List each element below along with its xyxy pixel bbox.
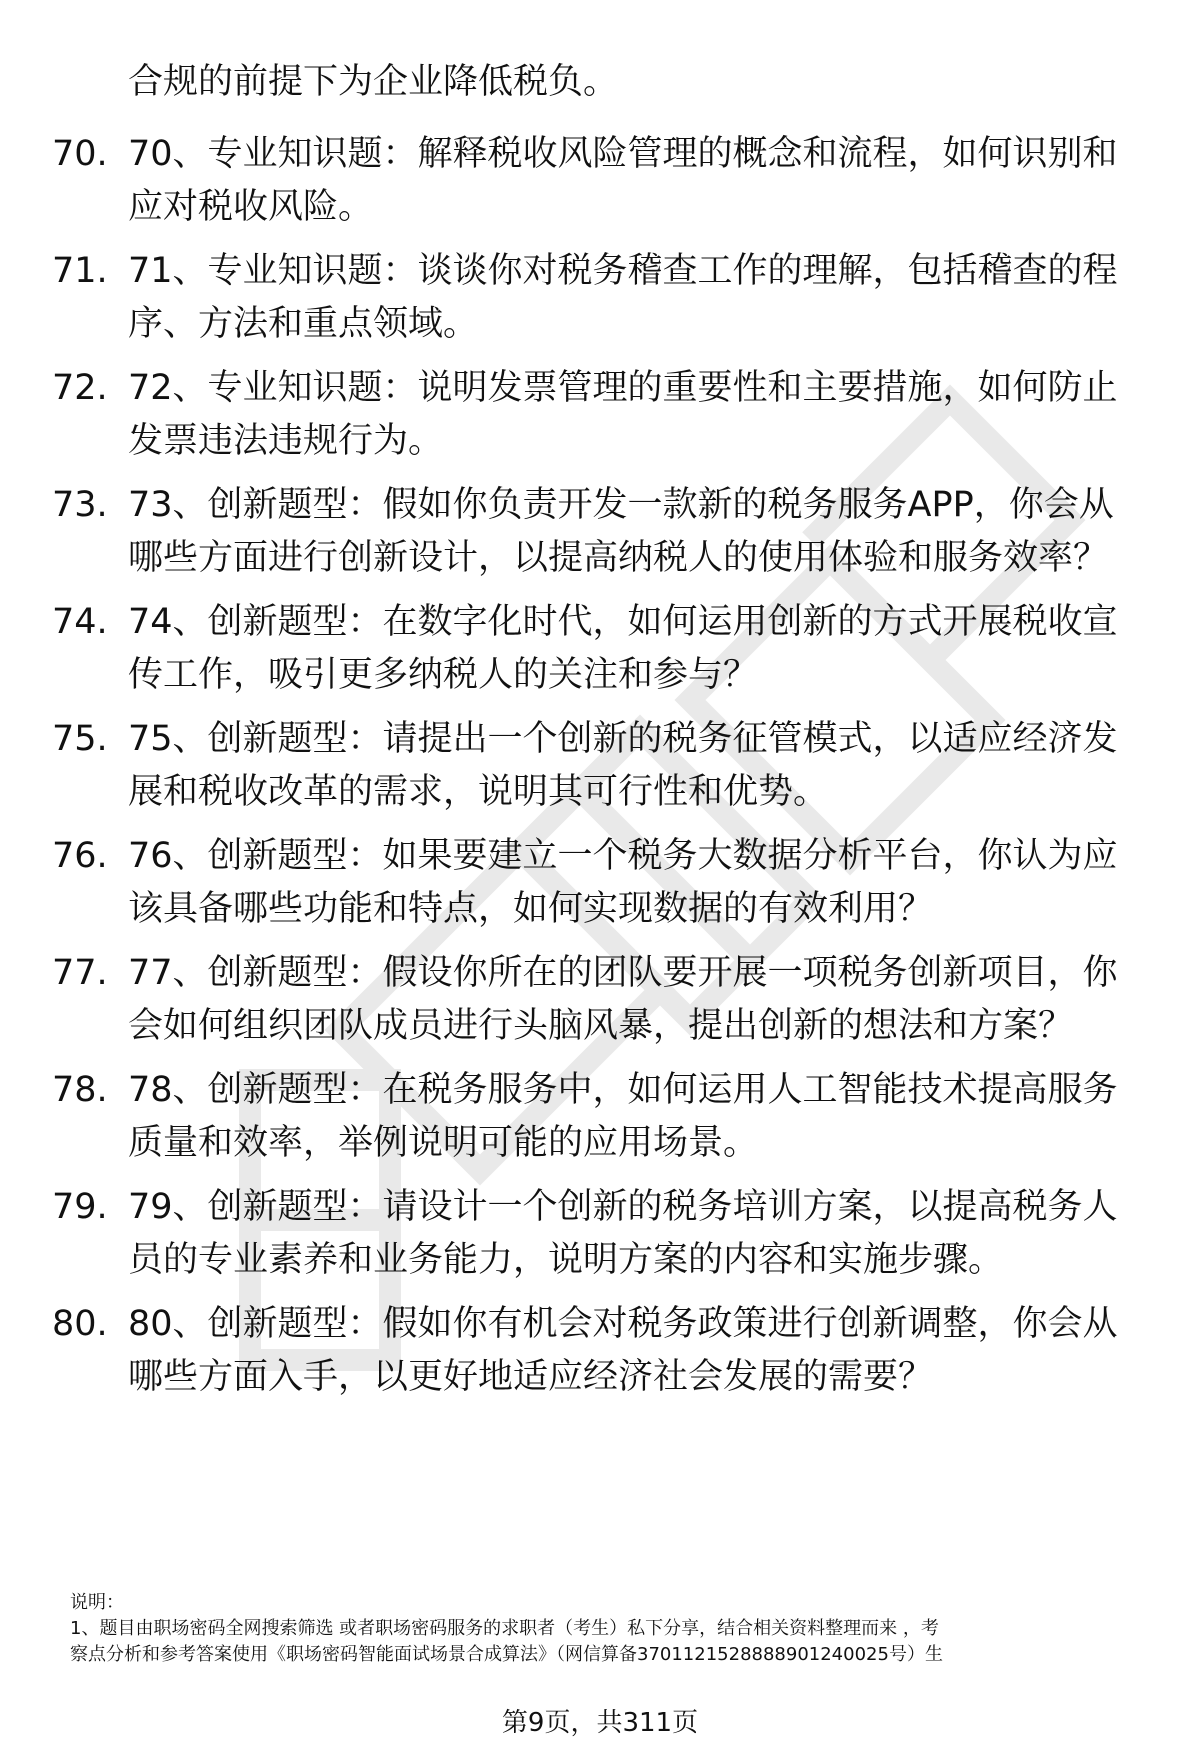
list-item bbox=[0, 364, 1200, 464]
item-text-line-1: 70、专业知识题：解释税收风险管理的概念和流程，如何识别和 bbox=[128, 134, 1118, 174]
continuation-text: 合规的前提下为企业降低税负。 bbox=[128, 62, 619, 102]
item-number: 76. bbox=[52, 836, 108, 876]
list-item bbox=[0, 130, 1200, 230]
list-item bbox=[0, 481, 1200, 581]
item-text-line-1: 76、创新题型：如果要建立一个税务大数据分析平台，你认为应 bbox=[128, 836, 1118, 876]
list-item bbox=[0, 598, 1200, 698]
notes-section bbox=[70, 1590, 1160, 1668]
list-item bbox=[0, 1300, 1200, 1400]
notes-heading: 说明： bbox=[70, 1592, 124, 1613]
item-text-line-2: 员的专业素养和业务能力，说明方案的内容和实施步骤。 bbox=[128, 1240, 1004, 1280]
item-text-line-1: 79、创新题型：请设计一个创新的税务培训方案，以提高税务人 bbox=[128, 1187, 1118, 1227]
list-item bbox=[0, 832, 1200, 932]
item-text-line-2: 该具备哪些功能和特点，如何实现数据的有效利用？ bbox=[128, 889, 934, 929]
item-number: 80. bbox=[52, 1304, 108, 1344]
item-number: 77. bbox=[52, 953, 108, 993]
item-text-line-1: 78、创新题型：在税务服务中，如何运用人工智能技术提高服务 bbox=[128, 1070, 1118, 1110]
item-text-line-1: 72、专业知识题：说明发票管理的重要性和主要措施，如何防止 bbox=[128, 368, 1118, 408]
item-text-line-2: 会如何组织团队成员进行头脑风暴，提出创新的想法和方案？ bbox=[128, 1006, 1074, 1046]
item-number: 74. bbox=[52, 602, 108, 642]
item-text-line-2: 序、方法和重点领域。 bbox=[128, 304, 479, 344]
item-text-line-2: 哪些方面进行创新设计，以提高纳税人的使用体验和服务效率？ bbox=[128, 538, 1109, 578]
list-item bbox=[0, 1066, 1200, 1166]
item-text-line-2: 应对税收风险。 bbox=[128, 187, 374, 227]
item-text-line-2: 哪些方面入手，以更好地适应经济社会发展的需要？ bbox=[128, 1357, 934, 1397]
item-number: 79. bbox=[52, 1187, 108, 1227]
list-item bbox=[0, 715, 1200, 815]
item-text-line-2: 展和税收改革的需求，说明其可行性和优势。 bbox=[128, 772, 829, 812]
item-number: 78. bbox=[52, 1070, 108, 1110]
list-item bbox=[0, 1183, 1200, 1283]
item-text-line-1: 75、创新题型：请提出一个创新的税务征管模式，以适应经济发 bbox=[128, 719, 1118, 759]
item-number: 71. bbox=[52, 251, 108, 291]
item-text-line-1: 71、专业知识题：谈谈你对税务稽查工作的理解，包括稽查的程 bbox=[128, 251, 1118, 291]
item-text-line-2: 质量和效率，举例说明可能的应用场景。 bbox=[128, 1123, 759, 1163]
item-text-line-2: 发票违法违规行为。 bbox=[128, 421, 444, 461]
item-number: 70. bbox=[52, 134, 108, 174]
page-number: 第9页，共311页 bbox=[501, 1708, 699, 1738]
item-number: 72. bbox=[52, 368, 108, 408]
item-text-line-1: 74、创新题型：在数字化时代，如何运用创新的方式开展税收宣 bbox=[128, 602, 1118, 642]
notes-line-2: 察点分析和参考答案使用《职场密码智能面试场景合成算法》（网信算备3701121528888901240025号）生 bbox=[70, 1644, 943, 1665]
item-number: 73. bbox=[52, 485, 108, 525]
item-text-line-1: 80、创新题型：假如你有机会对税务政策进行创新调整，你会从 bbox=[128, 1304, 1118, 1344]
item-number: 75. bbox=[52, 719, 108, 759]
item-text-line-1: 77、创新题型：假设你所在的团队要开展一项税务创新项目，你 bbox=[128, 953, 1118, 993]
notes-line-1: 1、题目由职场密码全网搜索筛选 或者职场密码服务的求职者（考生）私下分享，结合相关资料整理而来 ，考 bbox=[70, 1618, 939, 1639]
item-text-line-1: 73、创新题型：假如你负责开发一款新的税务服务APP，你会从 bbox=[128, 485, 1114, 525]
list-item bbox=[0, 247, 1200, 347]
item-text-line-2: 传工作，吸引更多纳税人的关注和参与？ bbox=[128, 655, 759, 695]
list-item bbox=[0, 949, 1200, 1049]
